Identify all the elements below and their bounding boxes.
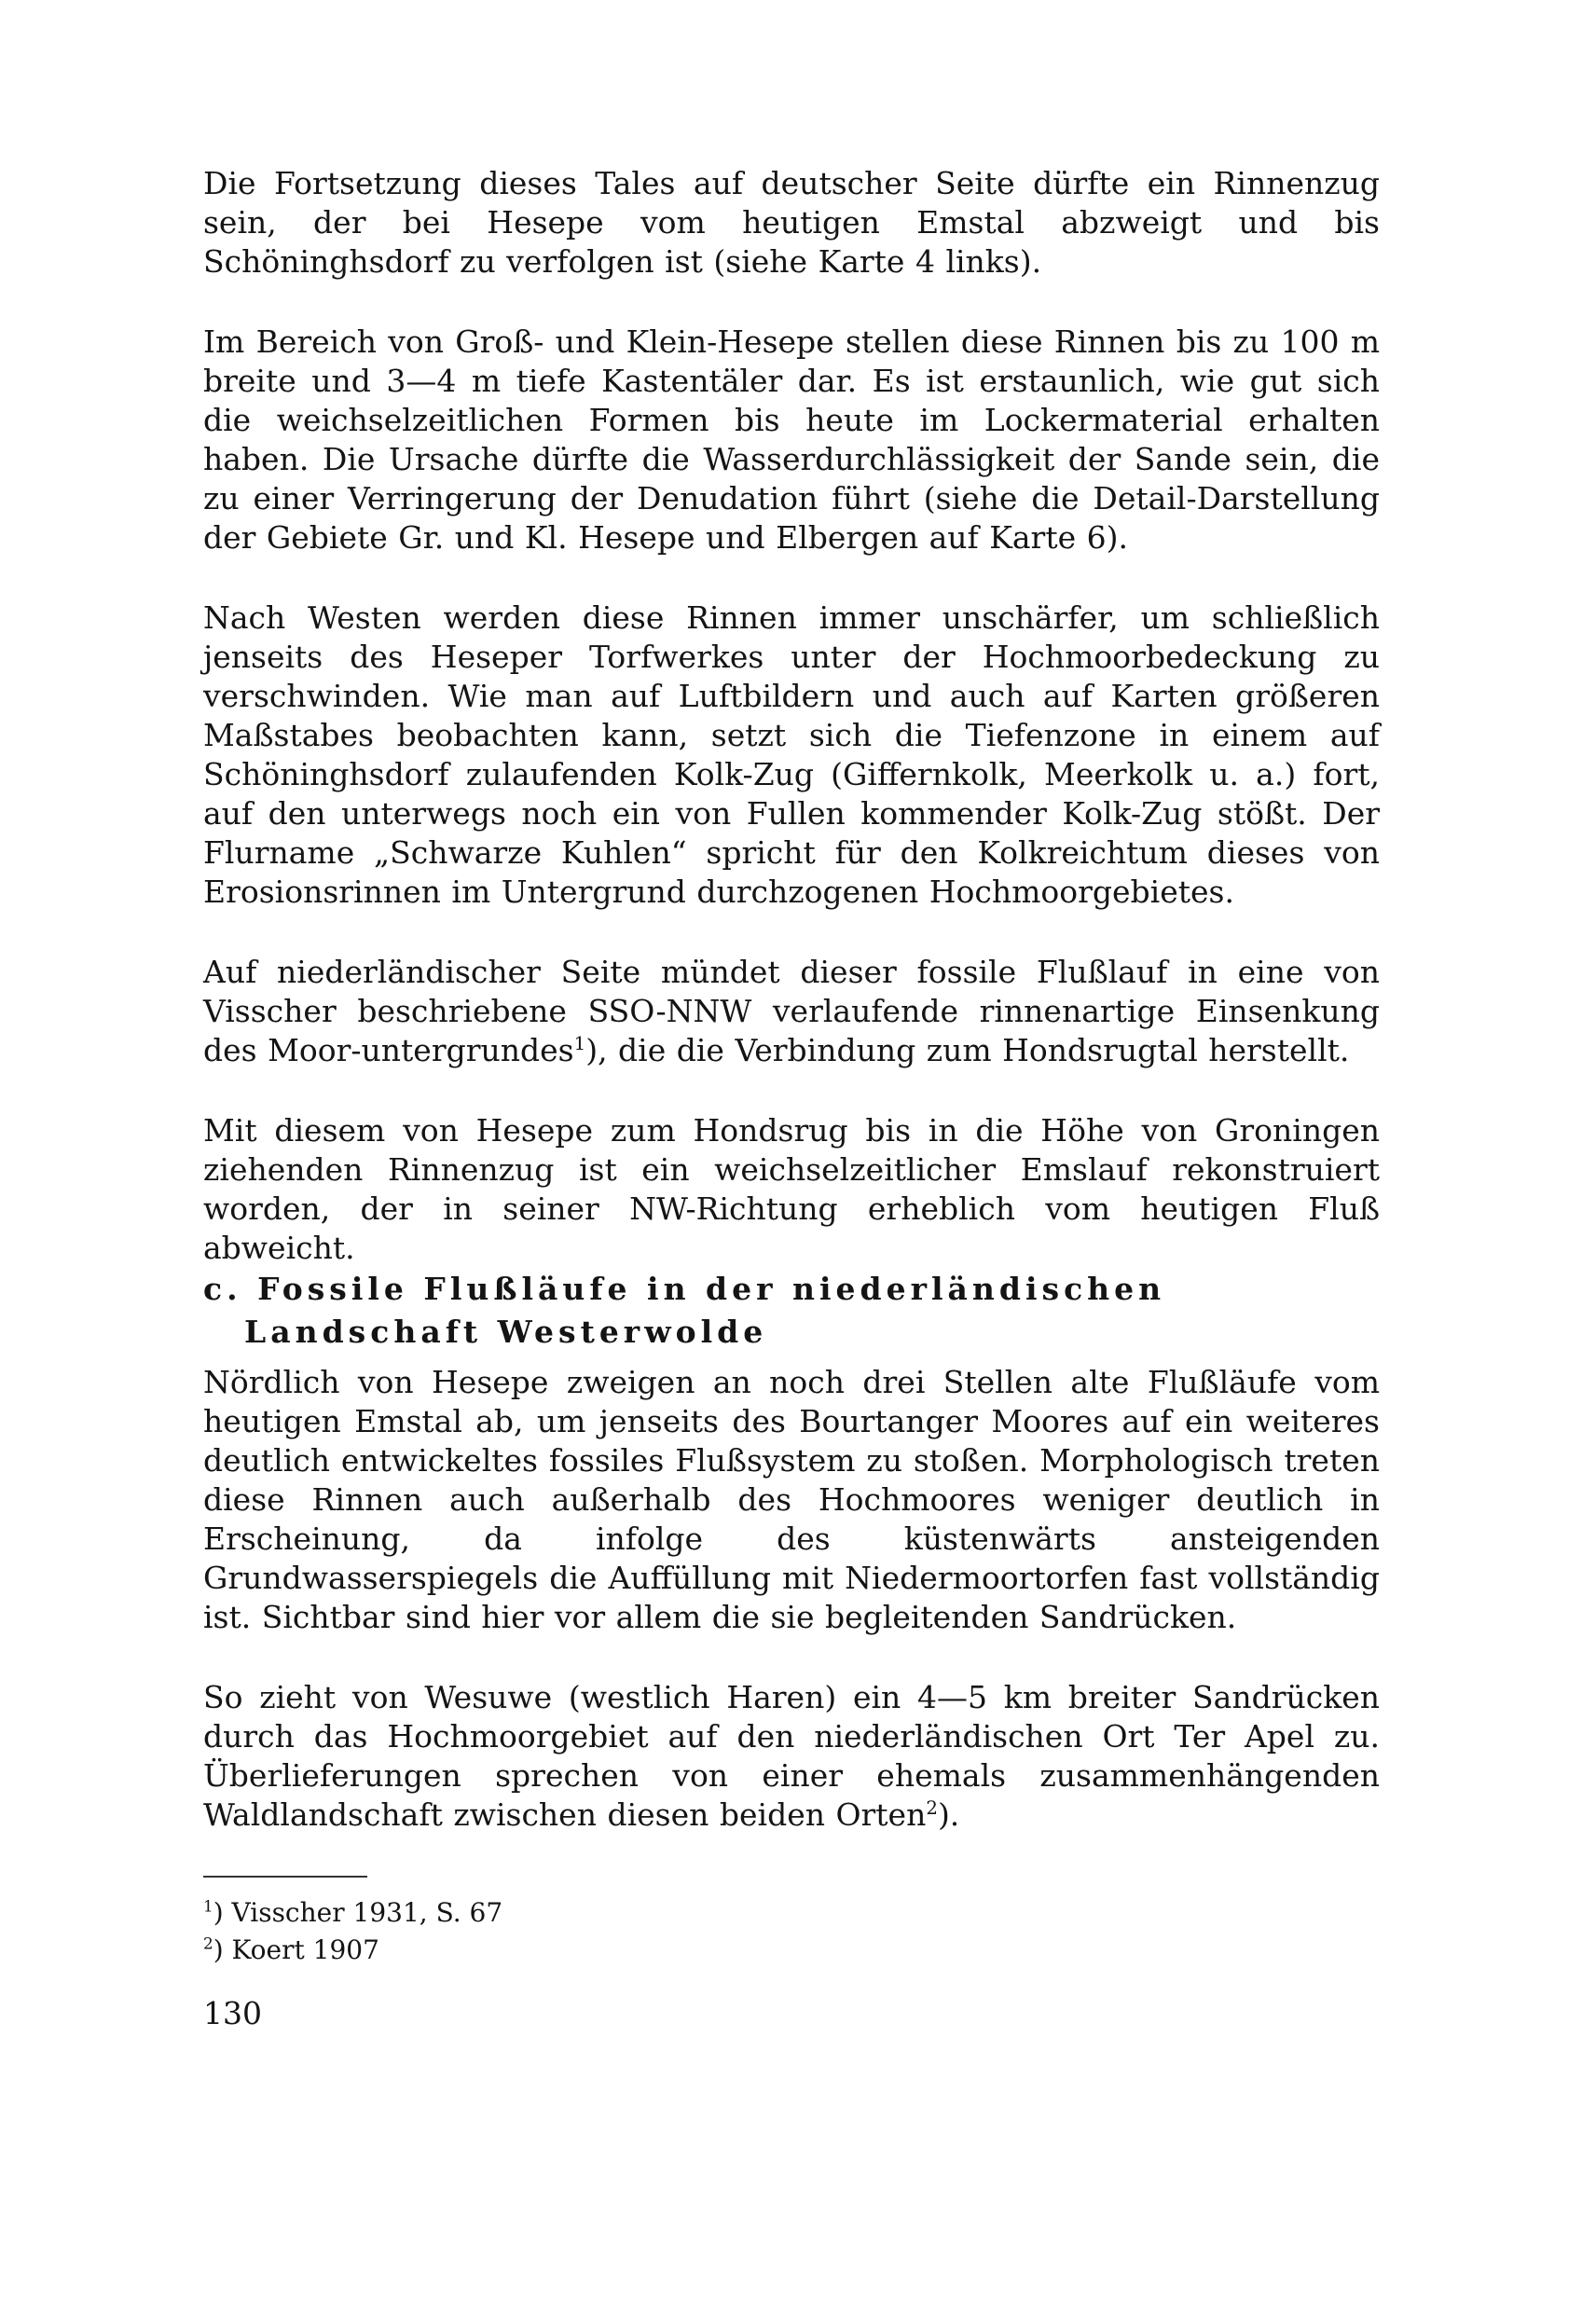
footnote-1-mark: 1 xyxy=(203,1896,213,1916)
paragraph-5: Mit diesem von Hesepe zum Hondsrug bis in die Höhe von Groningen ziehenden Rinnenzug ist ein weichselzeitlicher Emslauf rekonstruiert worden, der in seiner NW-Richtung erheblich vom heutigen Fluß abweicht. xyxy=(203,1112,1380,1266)
page-number: 130 xyxy=(203,1995,262,2031)
footnote-ref-1: 1 xyxy=(573,1033,586,1054)
section-paragraph-1: Nördlich von Hesepe zweigen an noch drei Stellen alte Flußläufe vom heutigen Emstal ab, um jenseits des Bourtanger Moores auf ein weiteres deutlich entwickeltes fossiles Flußsystem zu stoßen. Morphologisch treten diese Rinnen auch außerhalb des Hochmoores weniger deutlich in Erscheinung, da infolge des küstenwärts ansteigenden Grundwasserspiegels die Auffüllung mit Niedermoortorfen fast vollständig ist. Sichtbar sind hier vor allem die sie begleitenden Sandrücken. xyxy=(203,1364,1380,1635)
paragraph-4-tail: ), die die Verbindung zum Hondsrugtal herstellt. xyxy=(585,1032,1350,1068)
paragraph-4 xyxy=(203,953,1380,1070)
section-paragraph-2-tail: ). xyxy=(937,1796,960,1833)
section-heading xyxy=(203,1268,1380,1354)
paragraph-2: Im Bereich von Groß- und Klein-Hesepe stellen diese Rinnen bis zu 100 m breite und 3—4 m tiefe Kastentäler dar. Es ist erstaunlich, wie gut sich die weichselzeitlichen Formen bis heute im Lockermaterial erhalten haben. Die Ursache dürfte die Wasserdurchlässigkeit der Sande sein, die zu einer Verringerung der Denudation führt (siehe die Detail-Darstellung der Gebiete Gr. und Kl. Hesepe und Elbergen auf Karte 6). xyxy=(203,323,1380,556)
footnote-2 xyxy=(203,1932,1380,1969)
footnote-1 xyxy=(203,1894,1380,1932)
section-heading-line-2: Landschaft Westerwolde xyxy=(244,1314,768,1350)
footnote-2-mark: 2 xyxy=(203,1934,213,1953)
section-heading-line-1: c. Fossile Flußläufe in der niederländischen xyxy=(203,1271,1166,1307)
paragraph-1: Die Fortsetzung dieses Tales auf deutscher Seite dürfte ein Rinnenzug sein, der bei Hesepe vom heutigen Emstal abzweigt und bis Schöninghsdorf zu verfolgen ist (siehe Karte 4 links). xyxy=(203,165,1380,280)
footnote-2-text: ) Koert 1907 xyxy=(213,1934,379,1965)
footnote-1-text: ) Visscher 1931, S. 67 xyxy=(213,1897,503,1928)
paragraph-3: Nach Westen werden diese Rinnen immer unschärfer, um schließlich jenseits des Heseper Torfwerkes unter der Hochmoorbedeckung zu verschwinden. Wie man auf Luftbildern und auch auf Karten größeren Maßstabes beobachten kann, setzt sich die Tiefenzone in einem auf Schöninghsdorf zulaufenden Kolk-Zug (Giffernkolk, Meerkolk u. a.) fort, auf den unterwegs noch ein von Fullen kommender Kolk-Zug stößt. Der Flurname „Schwarze Kuhlen“ spricht für den Kolkreichtum dieses von Erosionsrinnen im Untergrund durchzogenen Hochmoorgebietes. xyxy=(203,599,1380,910)
paragraph-4-text: Auf niederländischer Seite mündet dieser fossile Flußlauf in eine von Visscher beschriebene SSO-NNW verlaufende rinnenartige Einsenkung des Moor-untergrundes xyxy=(203,954,1380,1068)
footnote-divider xyxy=(203,1876,367,1878)
document-page xyxy=(203,164,1380,2032)
section-paragraph-2 xyxy=(203,1678,1380,1835)
section-paragraph-2-text: So zieht von Wesuwe (westlich Haren) ein 4—5 km breiter Sandrücken durch das Hochmoorgebiet auf den niederländischen Ort Ter Apel zu. Überlieferungen sprechen von einer ehemals zusammenhängenden Waldlandschaft zwischen diesen beiden Orten xyxy=(203,1679,1380,1833)
footnote-ref-2: 2 xyxy=(926,1797,938,1819)
